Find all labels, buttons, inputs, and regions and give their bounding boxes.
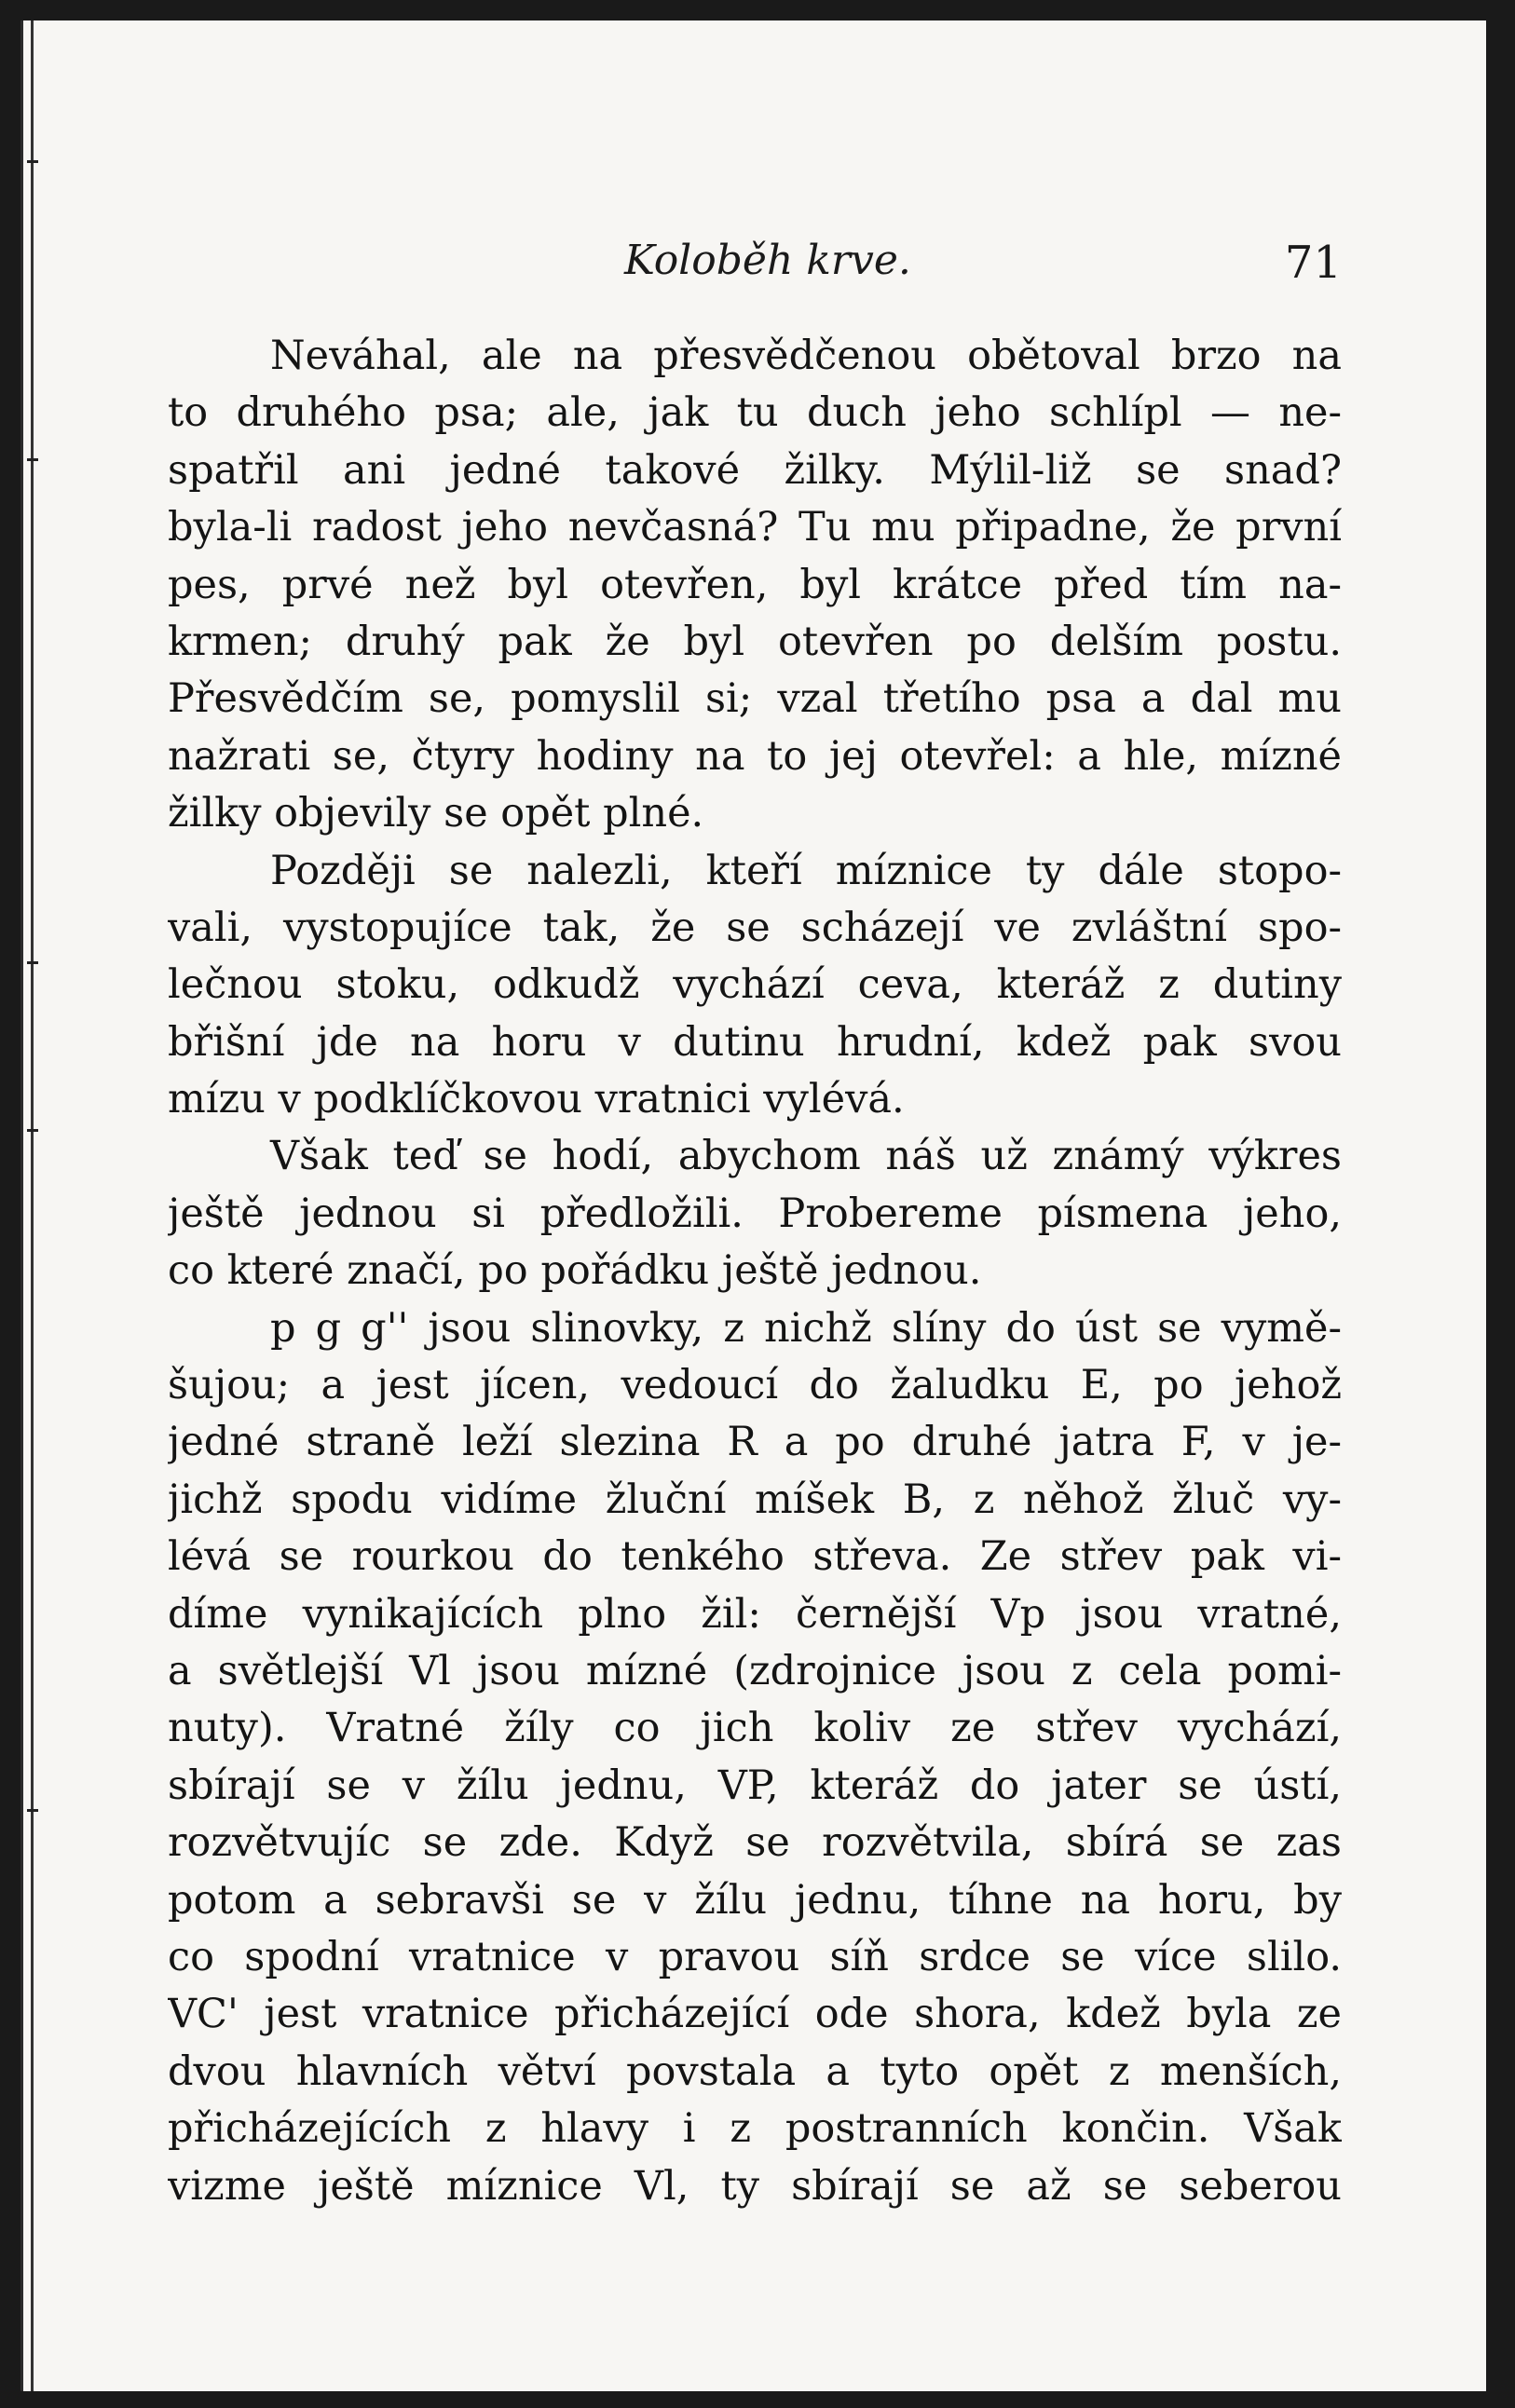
text-line: co spodní vratnice v pravou síň srdce se více slilo. [168, 1933, 1342, 1980]
text-line: ještě jednou si předložili. Probereme písmena jeho, [168, 1190, 1342, 1237]
text-line: lévá se rourkou do tenkého střeva. Ze střev pak vi- [168, 1533, 1342, 1581]
text-line: šujou; a jest jícen, vedoucí do žaludku E, po jehož [168, 1362, 1342, 1409]
text-line: jedné straně leží slezina R a po druhé jatra F, v je- [168, 1419, 1342, 1466]
binding-mark [27, 1809, 38, 1812]
text-line: Však teď se hodí, abychom náš už známý výkres [270, 1133, 1342, 1180]
text-line: přicházejících z hlavy i z postranních končin. Však [168, 2105, 1342, 2153]
text-line: vali, vystopujíce tak, že se scházejí ve zvláštní spo- [168, 904, 1342, 951]
running-title: Koloběh krve. [624, 237, 911, 284]
text-line: vizme ještě míznice Vl, ty sbírají se až se seberou [168, 2162, 1342, 2210]
binding-mark [27, 160, 38, 163]
text-line: rozvětvujíc se zde. Když se rozvětvila, sbírá se zas [168, 1819, 1342, 1867]
text-line: pes, prvé než byl otevřen, byl krátce před tím na- [168, 561, 1342, 608]
text-line: VC' jest vratnice přicházející ode shora, kdež byla ze [168, 1991, 1342, 2038]
text-line: nuty). Vratné žíly co jich koliv ze střev vychází, [168, 1705, 1342, 1752]
binding-mark [27, 458, 38, 461]
page-header [168, 237, 1342, 292]
body-text [168, 328, 1342, 2215]
text-line: břišní jde na horu v dutinu hrudní, kdež pak svou [168, 1018, 1342, 1066]
page-number: 71 [1284, 237, 1342, 289]
text-line: byla-li radost jeho nevčasná? Tu mu připadne, že první [168, 504, 1342, 551]
text-line: mízu v podklíčkovou vratnici vylévá. [168, 1076, 905, 1123]
binding-mark [27, 961, 38, 964]
text-line: co které značí, po pořádku ještě jednou. [168, 1247, 982, 1295]
text-line: žilky objevily se opět plné. [168, 790, 704, 837]
text-line: Přesvědčím se, pomyslil si; vzal třetího psa a dal mu [168, 675, 1342, 723]
text-line: potom a sebravši se v žílu jednu, tíhne na horu, by [168, 1876, 1342, 1924]
text-line: jichž spodu vidíme žluční míšek B, z něhož žluč vy- [168, 1476, 1342, 1523]
book-page [20, 20, 1486, 2391]
text-line: dvou hlavních větví povstala a tyto opět z menších, [168, 2047, 1342, 2095]
text-line: to druhého psa; ale, jak tu duch jeho schlípl — ne- [168, 389, 1342, 437]
text-line: díme vynikajících plno žil: černější Vp jsou vratné, [168, 1590, 1342, 1638]
text-line: Neváhal, ale na přesvědčenou obětoval brzo na [270, 333, 1342, 379]
text-line: a světlejší Vl jsou mízné (zdrojnice jsou z cela pomi- [168, 1647, 1342, 1694]
page-binding-edge [31, 20, 34, 2391]
text-line: krmen; druhý pak že byl otevřen po delším postu. [168, 618, 1342, 665]
text-line: p g g'' jsou slinovky, z nichž slíny do úst se vymě- [270, 1304, 1342, 1352]
text-line: Později se nalezli, kteří míznice ty dále stopo- [270, 847, 1342, 894]
text-line: sbírají se v žílu jednu, VP, kteráž do jater se ústí, [168, 1762, 1342, 1809]
text-line: spatřil ani jedné takové žilky. Mýlil-liž se snad? [168, 446, 1342, 494]
binding-mark [27, 1129, 38, 1132]
text-line: lečnou stoku, odkudž vychází ceva, kteráž z dutiny [168, 961, 1342, 1009]
text-line: nažrati se, čtyry hodiny na to jej otevřel: a hle, mízné [168, 732, 1342, 780]
